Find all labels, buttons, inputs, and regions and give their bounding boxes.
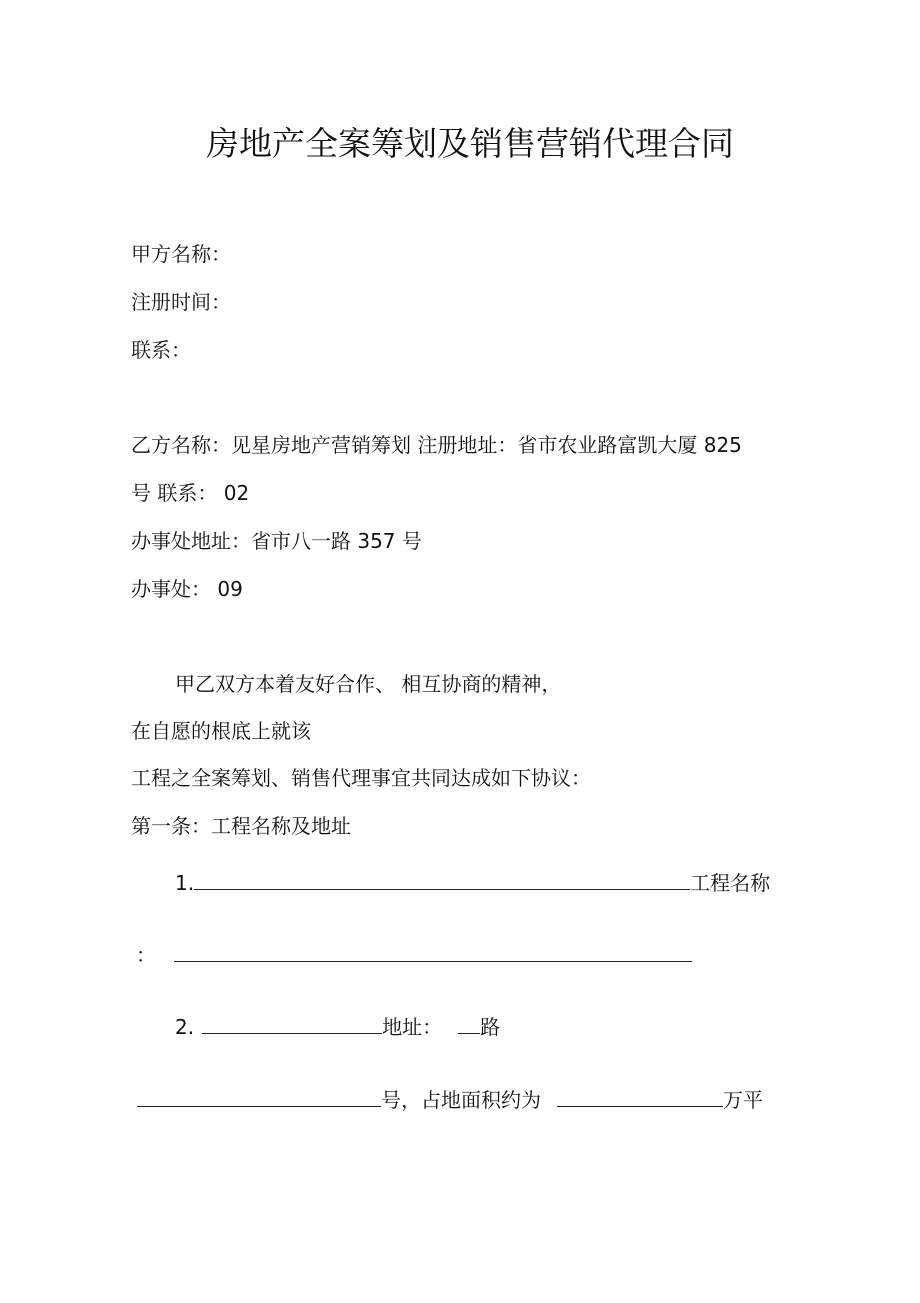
- preamble-line-3: 工程之全案筹划、销售代理事宜共同达成如下协议：: [131, 766, 591, 790]
- preamble-line-2: 在自愿的根底上就该: [131, 719, 311, 743]
- preamble-line-1: 甲乙双方本着友好合作、 相互协商的精神，: [175, 672, 562, 696]
- item-1-colon: ：: [136, 943, 156, 967]
- item-2-blank: [202, 1013, 382, 1034]
- item-2-row: [175, 1013, 500, 1041]
- party-b-line-4: 办事处： 09: [131, 577, 243, 601]
- item-1-continuation-blank: [174, 941, 692, 962]
- party-a-reg-time-label: 注册时间：: [131, 290, 231, 314]
- item-2-number: 2.: [175, 1015, 195, 1039]
- item-1-label: 工程名称: [690, 871, 771, 895]
- item-1-number: 1.: [175, 871, 195, 895]
- item-1-blank: [194, 869, 690, 890]
- party-a-name-label: 甲方名称：: [131, 242, 231, 266]
- item-2-road-blank: [458, 1013, 480, 1034]
- party-b-line-1: 乙方名称：见星房地产营销筹划 注册地址：省市农业路富凯大厦 825: [131, 433, 742, 457]
- party-a-contact-label: 联系：: [131, 338, 191, 362]
- item-2-road: 路: [480, 1015, 501, 1039]
- item-2-area-blank: [557, 1086, 723, 1107]
- item-2-address-label: 地址：: [382, 1015, 443, 1039]
- party-b-line-3: 办事处地址：省市八一路 357 号: [131, 529, 422, 553]
- item-2-unit: 万平: [723, 1088, 763, 1112]
- contract-title: 房地产全案筹划及销售营销代理合同: [206, 124, 734, 163]
- article-1-heading: 第一条：工程名称及地址: [131, 814, 351, 838]
- party-b-line-2: 号 联系： 02: [131, 481, 250, 505]
- item-2-number-suffix: 号，占地面积约为: [381, 1088, 541, 1112]
- item-2-house-number-blank: [137, 1086, 381, 1107]
- item-1-row: [175, 869, 770, 897]
- item-2-continuation-row: [131, 1086, 763, 1114]
- item-1-continuation-row: [131, 941, 692, 969]
